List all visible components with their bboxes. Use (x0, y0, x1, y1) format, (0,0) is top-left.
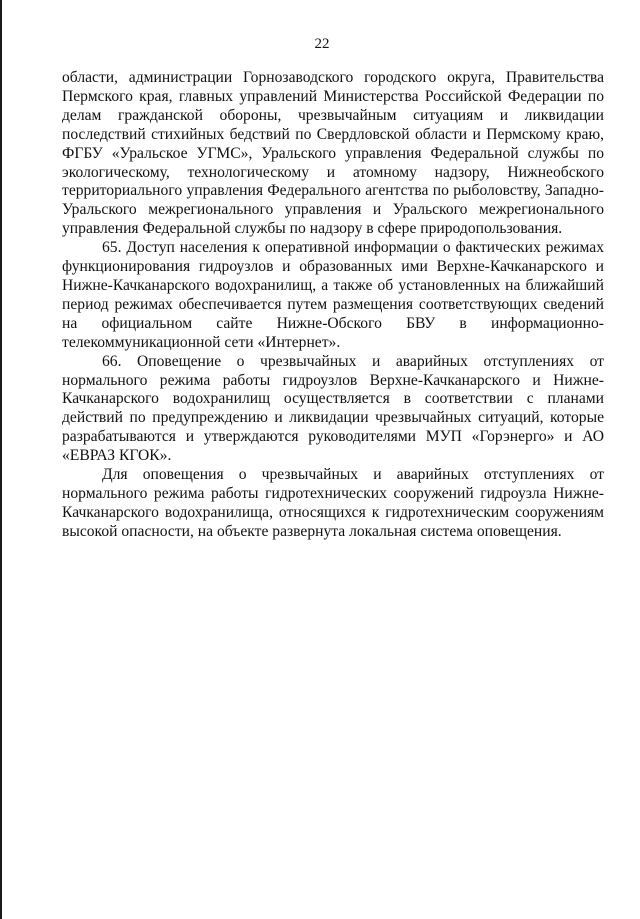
paragraph-number: 66. (102, 352, 122, 370)
paragraph-number: 65. (102, 239, 122, 257)
paragraph-text: Оповещение о чрезвычайных и аварийных отступлениях от нормального режима работы гидроузлов Верхне-Качканарского и Нижне-Качканарского водохранилищ осуществляется в соответствии с планами действий по предупреждению и ликвидации чрезвычайных ситуаций, которые разрабатываются и утверждаются руководителями МУП «Горэнерго» и АО «ЕВРАЗ КГОК». (62, 352, 604, 465)
paragraph-notification-system (62, 466, 604, 542)
page-number: 22 (314, 36, 330, 52)
paragraph-continuation (62, 69, 604, 239)
paragraph-66 (62, 353, 604, 466)
paragraph-text: области, администрации Горнозаводского городского округа, Правительства Пермского края, главных управлений Министерства Российской Федерации по делам гражданской обороны, чрезвычайным ситуациям и ликвидации последствий стихийных бедствий по Свердловской области и Пермскому краю, ФГБУ «Уральское УГМС», Уральского управления Федеральной службы по экологическому, технологическому и атомному надзору, Нижнеобского территориального управления Федерального агентства по рыболовству, Западно-Уральского межрегионального управления и Уральского межрегионального управления Федеральной службы по надзору в сфере природопользования. (62, 69, 604, 238)
paragraph-text: Доступ населения к оперативной информации о фактических режимах функционирования гидроузлов и образованных ими Верхне-Качканарского и Нижне-Качканарского водохранилищ, а также об установленных на ближайший период режимах обеспечивается путем размещения соответствующих сведений на официальном сайте Нижне-Обского БВУ в информационно-телекоммуникационной сети «Интернет». (62, 239, 604, 351)
paragraph-65 (62, 239, 604, 352)
document-body (62, 69, 604, 542)
paragraph-text: Для оповещения о чрезвычайных и аварийных отступлениях от нормального режима работы гидротехнических сооружений гидроузла Нижне-Качканарского водохранилища, относящихся к гидротехническим сооружениям высокой опасности, на объекте развернута локальная система оповещения. (62, 466, 604, 540)
